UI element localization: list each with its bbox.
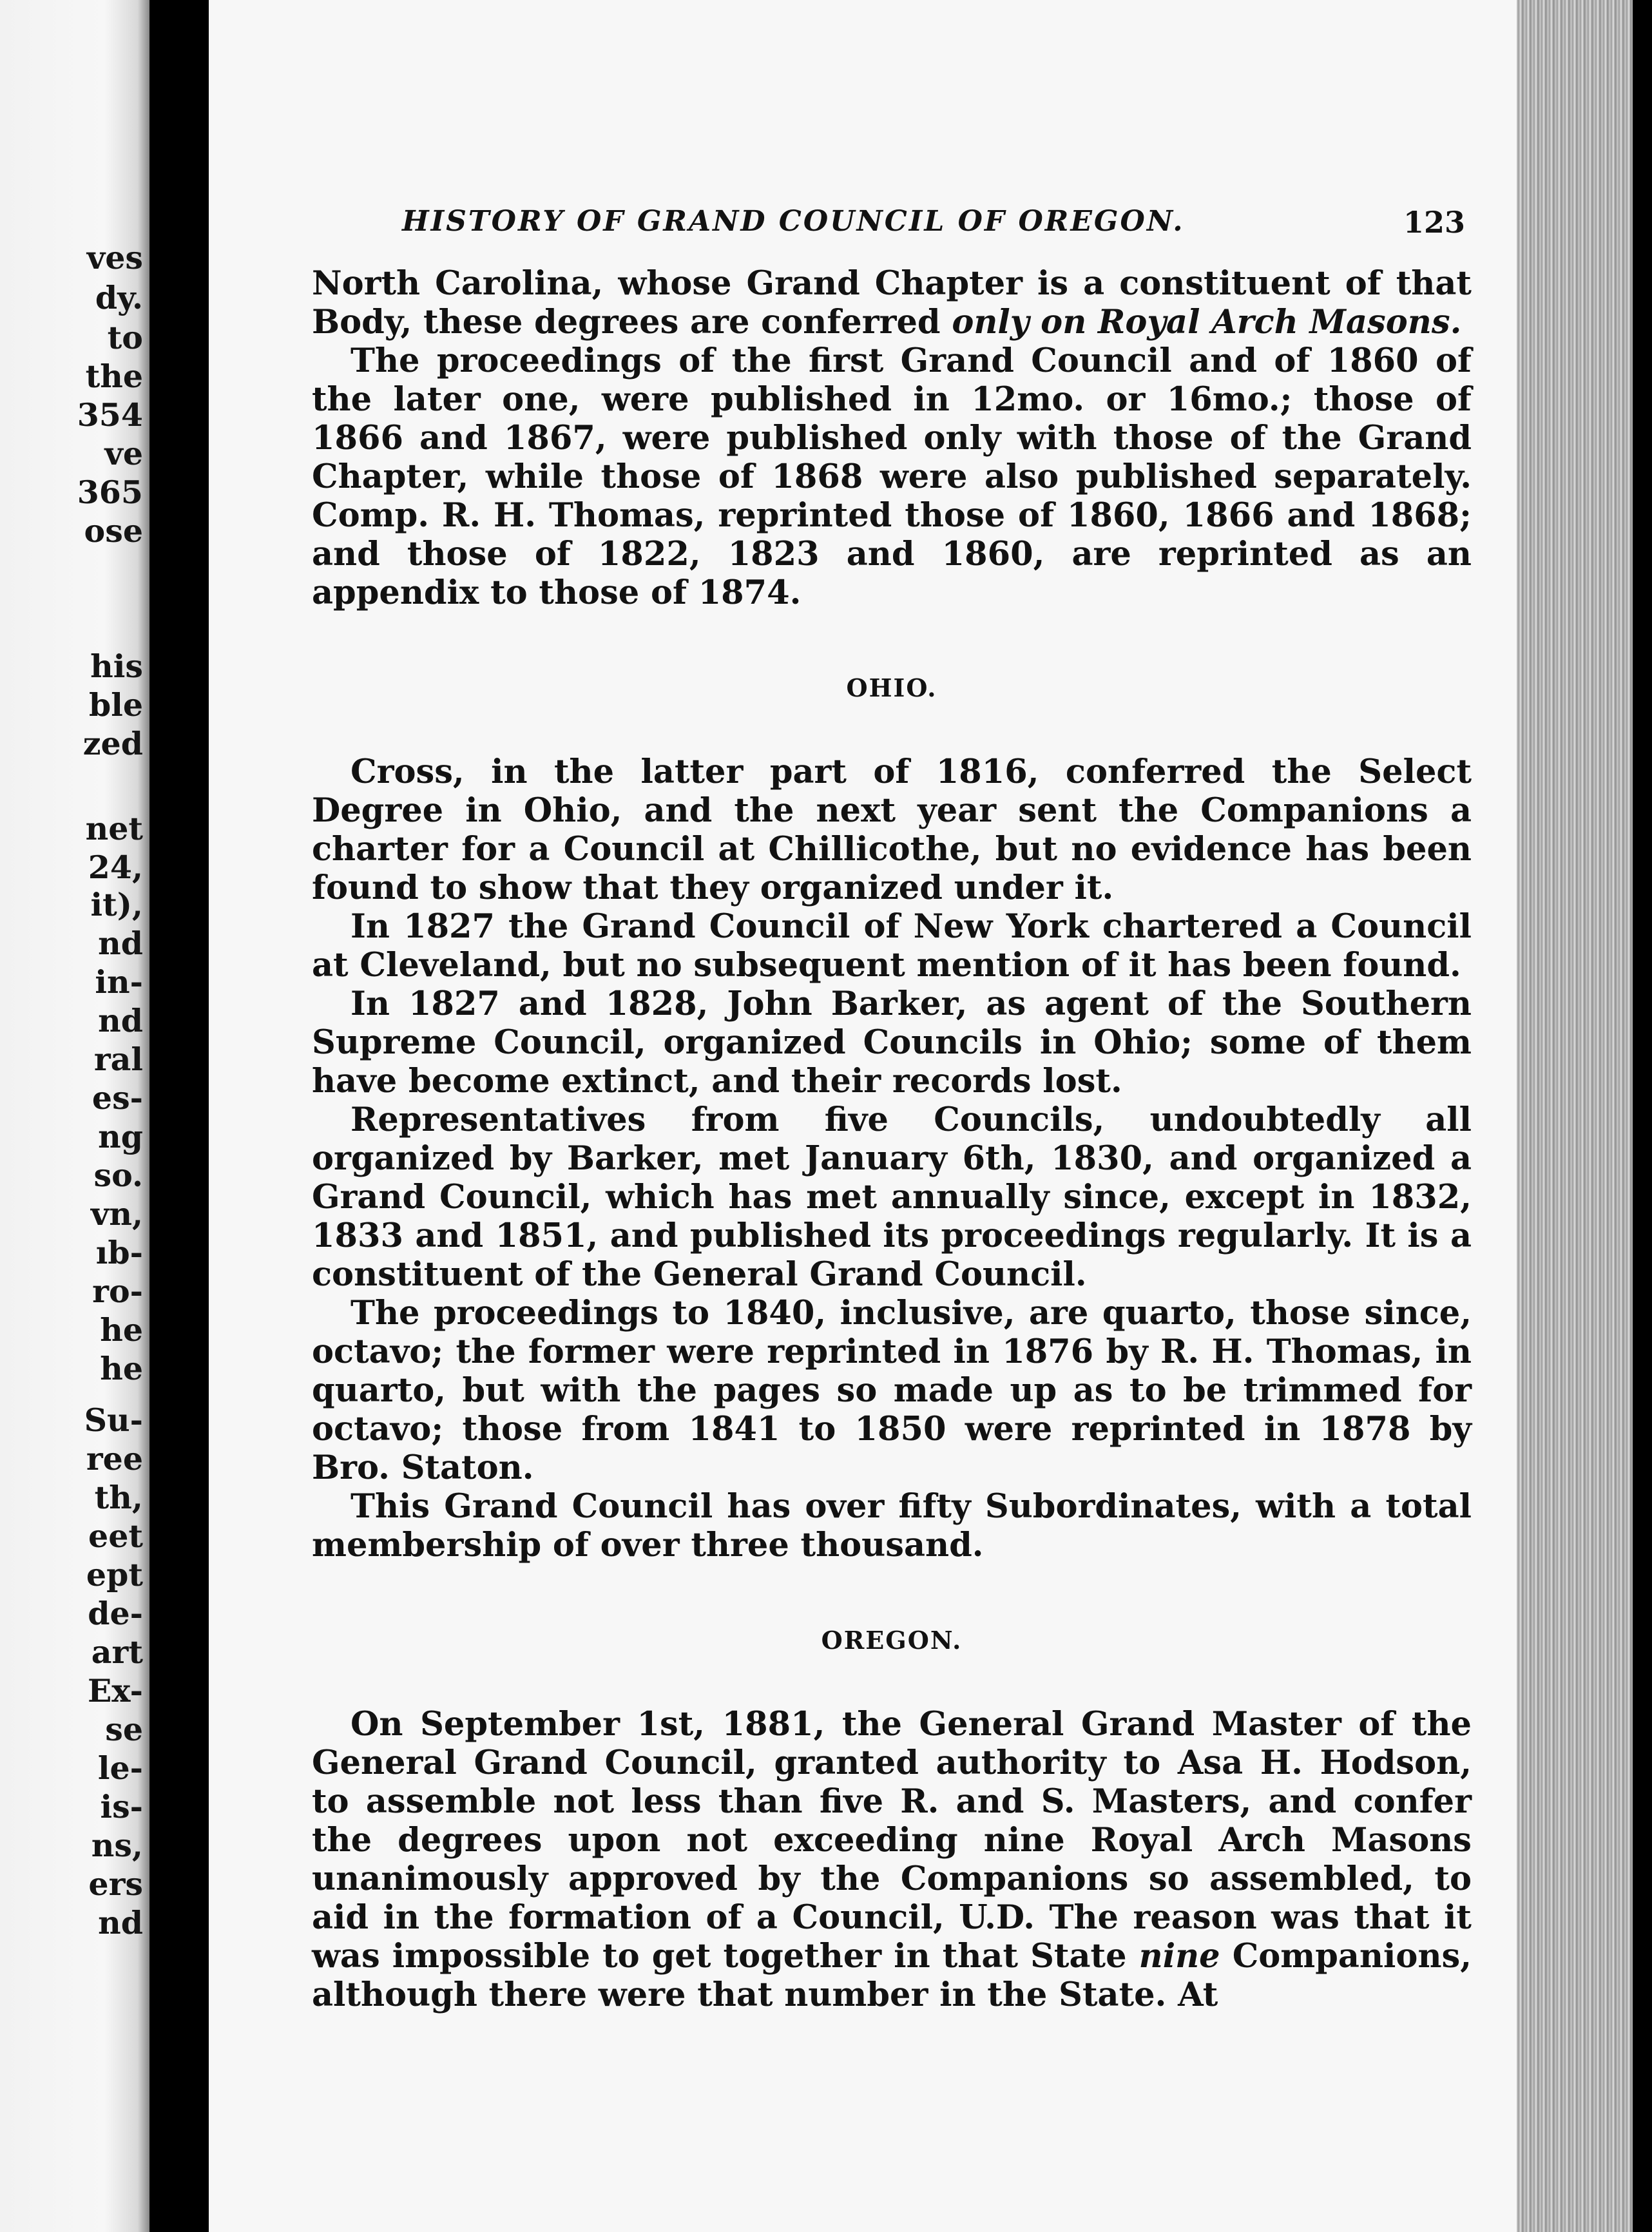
previous-page-word-fragment: de- (88, 1595, 143, 1632)
body-text (312, 264, 1472, 2014)
page-stack-edges (1517, 0, 1633, 2232)
scan-border (1633, 0, 1652, 2232)
previous-page-word-fragment: Su- (84, 1401, 143, 1439)
previous-page-word-fragment: dy. (95, 279, 143, 316)
previous-page-word-fragment: is- (100, 1788, 143, 1825)
previous-page-word-fragment: zed (82, 725, 143, 762)
previous-page-word-fragment: ree (86, 1440, 143, 1477)
previous-page-word-fragment: ıb- (95, 1234, 143, 1271)
paragraph-text: On September 1st, 1881, the General Grand Master of the General Grand Council, granted authority to Asa H. Hodson, to assemble not less than five R. and S. Masters, and confer the degrees upon not exceeding nine Royal Arch Masons unanimously approved by the Companions so assembled, to aid in the formation of a Council, U.D. The reason was that it was impossible to get together in that State (312, 1705, 1472, 1976)
previous-page-word-fragment: nd (98, 1904, 143, 1941)
italic-word: nine (1138, 1937, 1220, 1976)
oregon-paragraph-1 (312, 1705, 1472, 2014)
previous-page-word-fragment: th, (94, 1479, 143, 1516)
previous-page-word-fragment: 365 (77, 474, 143, 511)
section-heading-oregon: OREGON. (821, 1626, 963, 1655)
north-carolina-paragraph-1 (312, 264, 1472, 342)
previous-page-word-fragment: ose (84, 512, 143, 550)
previous-page-word-fragment: he (100, 1350, 143, 1387)
book-page (209, 0, 1517, 2232)
section-heading-ohio: OHIO. (846, 673, 937, 702)
previous-page-word-fragment: ves (86, 239, 143, 276)
previous-page-word-fragment: ng (98, 1118, 143, 1155)
previous-page-word-fragment: in- (95, 963, 143, 1001)
running-title: HISTORY OF GRAND COUNCIL OF OREGON. (402, 205, 1185, 238)
previous-page-word-fragment: vn, (90, 1195, 143, 1233)
previous-page-word-fragment: ns, (91, 1827, 143, 1864)
paragraph-text: Companions, although there were that number in the State. At (312, 1937, 1472, 2014)
previous-page-word-fragment: nd (98, 925, 143, 962)
previous-page-word-fragment: so. (93, 1157, 143, 1194)
previous-page-edge (0, 0, 149, 2232)
previous-page-word-fragment: ept (86, 1556, 143, 1593)
previous-page-word-fragment: 24, (88, 849, 143, 886)
previous-page-word-fragment: Ex- (87, 1672, 143, 1709)
page-number: 123 (1403, 205, 1465, 240)
previous-page-word-fragment: his (90, 648, 143, 685)
previous-page-word-fragment: nd (98, 1002, 143, 1039)
ohio-paragraph: In 1827 and 1828, John Barker, as agent of the Southern Supreme Council, organized Councils in Ohio; some of them have become extinct, and their records lost. (312, 985, 1472, 1101)
previous-page-word-fragment: ble (88, 686, 143, 724)
previous-page-word-fragment: net (85, 810, 143, 847)
previous-page-word-fragment: art (91, 1633, 143, 1671)
paragraph-text: North Carolina, whose Grand Chapter is a constituent of that Body, these degrees are conferred (312, 264, 1472, 342)
previous-page-word-fragment: ve (104, 435, 143, 472)
previous-page-word-fragment: ral (93, 1041, 143, 1078)
previous-page-word-fragment: es- (91, 1079, 143, 1117)
ohio-paragraph: Representatives from five Councils, undoubtedly all organized by Barker, met January 6th, 1830, and organized a Grand Council, which has met annually since, except in 1832, 1833 and 1851, and published its proceedings regularly. It is a constituent of the General Grand Council. (312, 1101, 1472, 1294)
previous-page-word-fragment: 354 (77, 396, 143, 434)
previous-page-word-fragment: ers (88, 1865, 143, 1903)
previous-page-word-fragment: eet (88, 1517, 143, 1555)
previous-page-word-fragment: the (85, 358, 143, 395)
previous-page-word-fragment: se (105, 1711, 143, 1748)
previous-page-word-fragment: ro- (92, 1273, 143, 1310)
ohio-paragraph: Cross, in the latter part of 1816, conferred the Select Degree in Ohio, and the next year sent the Companions a charter for a Council at Chillicothe, but no evidence has been found to show that they organized under it. (312, 753, 1472, 907)
running-head (402, 205, 1465, 244)
north-carolina-paragraph-2: The proceedings of the first Grand Council and of 1860 of the later one, were published in 12mo. or 16mo.; those of 1866 and 1867, were published only with those of the Grand Chapter, while those of 1868 were also published separately. Comp. R. H. Thomas, reprinted those of 1860, 1866 and 1868; and those of 1822, 1823 and 1860, are reprinted as an appendix to those of 1874. (312, 342, 1472, 612)
previous-page-word-fragment: he (100, 1311, 143, 1349)
ohio-paragraph: This Grand Council has over fifty Subordinates, with a total membership of over three thousand. (312, 1487, 1472, 1564)
ohio-paragraph: In 1827 the Grand Council of New York chartered a Council at Cleveland, but no subsequent mention of it has been found. (312, 907, 1472, 985)
previous-page-word-fragment: it), (90, 886, 143, 923)
previous-page-word-fragment: le- (97, 1749, 143, 1787)
italic-phrase: only on Royal Arch Masons. (952, 303, 1462, 342)
book-gutter (149, 0, 209, 2232)
previous-page-word-fragment: to (107, 319, 143, 356)
ohio-paragraph: The proceedings to 1840, inclusive, are quarto, those since, octavo; the former were reprinted in 1876 by R. H. Thomas, in quarto, but with the pages so made up as to be trimmed for octavo; those from 1841 to 1850 were reprinted in 1878 by Bro. Staton. (312, 1294, 1472, 1487)
